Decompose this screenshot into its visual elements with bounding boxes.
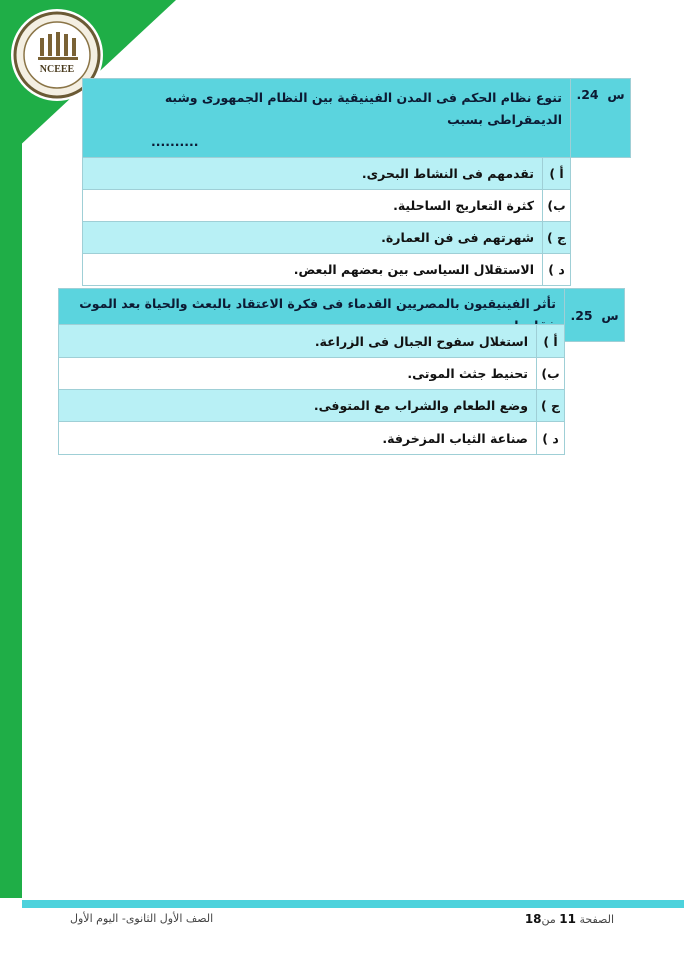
- question-number: 24.: [576, 87, 599, 102]
- option-letter: أ ): [537, 325, 565, 358]
- green-left-bar: [0, 0, 22, 898]
- question-prefix: س: [601, 307, 619, 323]
- option-letter: ج ): [537, 390, 565, 422]
- footer-cyan-bar: [22, 900, 684, 908]
- option-row[interactable]: [83, 190, 631, 222]
- option-letter: ج ): [543, 222, 571, 254]
- option-text: تحنيط جثث الموتى.: [59, 358, 537, 390]
- question-25-options: [58, 324, 565, 455]
- question-number-cell: [571, 79, 631, 158]
- option-text: تقدمهم فى النشاط البحرى.: [83, 158, 543, 190]
- option-letter: ب): [537, 358, 565, 390]
- page-label: الصفحة: [579, 913, 614, 926]
- option-text: شهرتهم فى فن العمارة.: [83, 222, 543, 254]
- logo-text: NCEEE: [39, 64, 75, 75]
- option-row[interactable]: [59, 358, 565, 390]
- option-letter: ب): [543, 190, 571, 222]
- page-total: 18: [524, 912, 542, 926]
- option-row[interactable]: [59, 422, 565, 455]
- question-blank: ..........: [151, 134, 199, 149]
- option-row[interactable]: [83, 222, 631, 254]
- page-current: 11: [559, 912, 576, 926]
- page-number: [525, 912, 614, 926]
- option-letter: د ): [537, 422, 565, 455]
- question-text: تأثر الفينيقيون بالمصريين القدماء فى فكرة الاعتقاد بالبعث والحياة بعد الموت: [79, 296, 556, 311]
- question-24-table: [82, 78, 631, 286]
- option-text: الاستقلال السياسى بين بعضهم البعض.: [83, 254, 543, 286]
- course-label: الصف الأول الثانوى- اليوم الأول: [70, 912, 214, 925]
- question-number-cell: [565, 289, 625, 342]
- option-row[interactable]: [59, 325, 565, 358]
- question-prefix: س: [607, 87, 625, 102]
- option-letter: د ): [543, 254, 571, 286]
- question-number: 25.: [570, 307, 593, 323]
- option-row[interactable]: [83, 254, 631, 286]
- question-text-cell: [83, 79, 571, 158]
- option-row[interactable]: [59, 390, 565, 422]
- option-text: وضع الطعام والشراب مع المتوفى.: [59, 390, 537, 422]
- option-text: استغلال سفوح الجبال فى الزراعة.: [59, 325, 537, 358]
- option-row[interactable]: [83, 158, 631, 190]
- page-of-label: من: [541, 913, 556, 926]
- option-text: صناعة الثياب المزخرفة.: [59, 422, 537, 455]
- option-letter: أ ): [543, 158, 571, 190]
- question-text: تنوع نظام الحكم فى المدن الفينيقية بين النظام الجمهورى وشبه الديمقراطى بسبب: [164, 90, 562, 127]
- option-text: كثرة التعاريج الساحلية.: [83, 190, 543, 222]
